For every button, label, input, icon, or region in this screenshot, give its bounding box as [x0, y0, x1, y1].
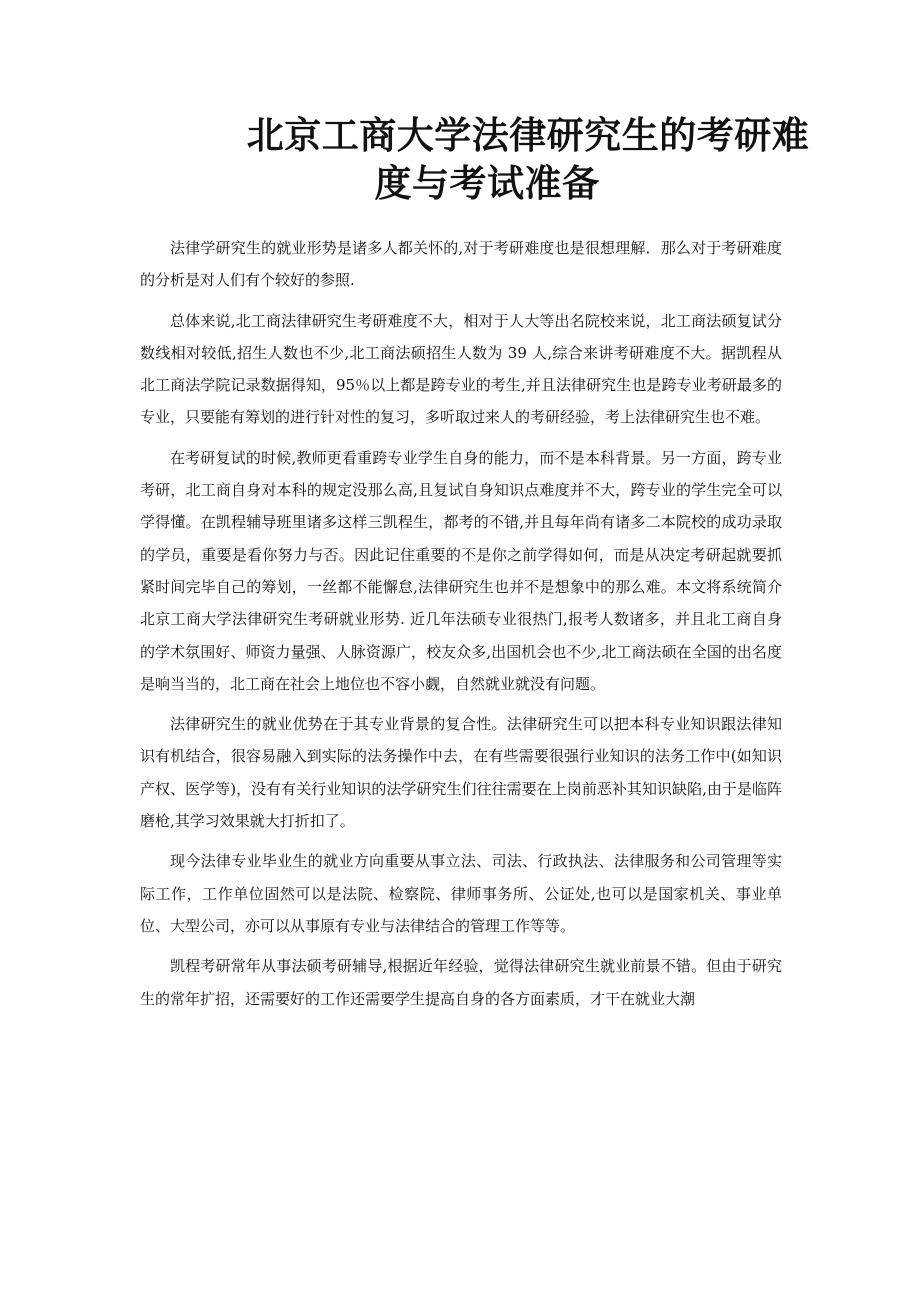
paragraph-6: 凯程考研常年从事法硕考研辅导,根据近年经验，觉得法律研究生就业前景不错。但由于研究生的常年扩招，还需要好的工作还需要学生提高自身的各方面素质，才干在就业大潮	[140, 957, 782, 1008]
paragraph-3: 在考研复试的时候,教师更看重跨专业学生自身的能力，而不是本科背景。另一方面，跨专业考研，北工商自身对本科的规定没那么高,且复试自身知识点难度并不大，跨专业的学生完全可以学得懂。在凯程辅导班里诸多这样三凯程生，都考的不错,并且每年尚有诸多二本院校的成功录取的学员，重要是看你努力与否。因此记住重要的不是你之前学得如何，而是从决定考研起就要抓紧时间完毕自己的筹划，一丝都不能懈怠,法律研究生也并不是想象中的那么难。本文将系统简介北京工商大学法律研究生考研就业形势. 近几年法硕专业很热门,报考人数诸多，并且北工商自身的学术氛围好、师资力量强、人脉资源广，校友众多,出国机会也不少,北工商法硕在全国的出名度是响当当的，北工商在社会上地位也不容小觑，自然就业就没有问题。	[140, 448, 782, 693]
title-line-2: 度与考试准备	[374, 162, 600, 205]
title-line-1: 北京工商大学法律研究生的考研难	[246, 114, 810, 157]
paragraph-4: 法律研究生的就业优势在于其专业背景的复合性。法律研究生可以把本科专业知识跟法律知识有机结合，很容易融入到实际的法务操作中去，在有些需要很强行业知识的法务工作中(如知识产权、医学等)，没有有关行业知识的法学研究生们往往需要在上岗前恶补其知识缺陷,由于是临阵磨枪,其学习效果就大打折扣了。	[140, 715, 782, 831]
paragraph-1: 法律学研究生的就业形势是诸多人都关怀的,对于考研难度也是很想理解．那么对于考研难度的分析是对人们有个较好的参照.	[140, 239, 782, 290]
paragraph-2: 总体来说,北工商法律研究生考研难度不大，相对于人大等出名院校来说，北工商法硕复试分数线相对较低,招生人数也不少,北工商法硕招生人数为 39 人,综合来讲考研难度不大。据凯程从北工商法学院记录数据得知，95％以上都是跨专业的考生,并且法律研究生也是跨专业考研最多的专业，只要能有筹划的进行针对性的复习，多听取过来人的考研经验，考上法律研究生也不难。	[140, 311, 782, 427]
paragraph-5: 现今法律专业毕业生的就业方向重要从事立法、司法、行政执法、法律服务和公司管理等实际工作，工作单位固然可以是法院、检察院、律师事务所、公证处,也可以是国家机关、事业单位、大型公司，亦可以从事原有专业与法律结合的管理工作等等。	[140, 852, 782, 935]
document-body	[140, 232, 782, 1023]
document-title	[140, 112, 860, 208]
